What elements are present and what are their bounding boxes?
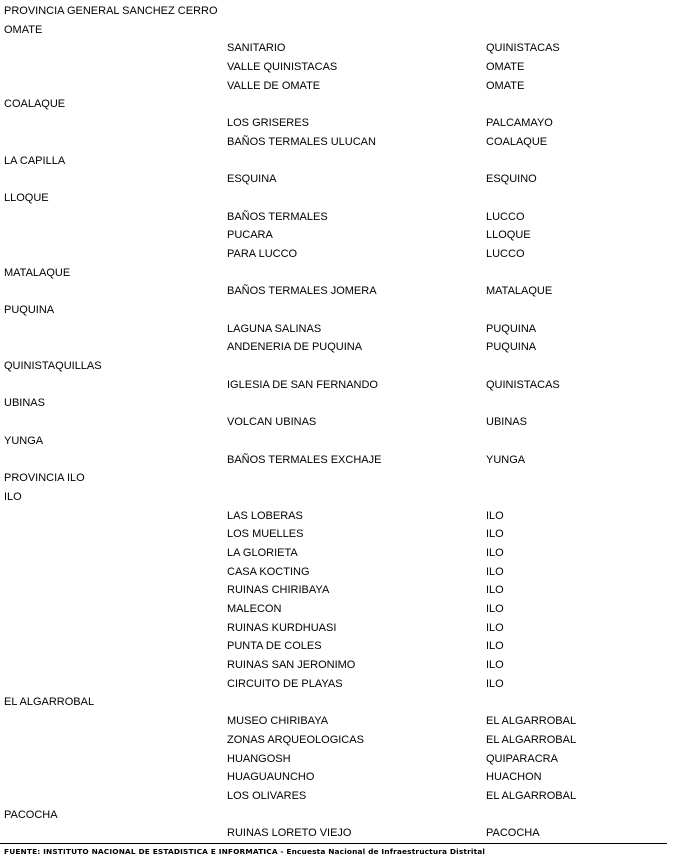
- site-row: [0, 656, 685, 675]
- site-row: [0, 451, 685, 470]
- site-name: PARA LUCCO: [227, 247, 298, 260]
- place-name: PUQUINA: [486, 322, 537, 335]
- place-name: YUNGA: [486, 453, 526, 466]
- place-name: QUINISTACAS: [486, 378, 560, 391]
- site-name: MALECON: [227, 603, 282, 615]
- group-name: QUINISTAQUILLAS: [4, 360, 102, 373]
- group-name: EL ALGARROBAL: [4, 696, 95, 709]
- site-name: RUINAS SAN JERONIMO: [227, 659, 356, 672]
- place-name: ILO: [486, 509, 504, 522]
- site-row: [0, 525, 685, 544]
- place-name: COALAQUE: [486, 135, 548, 148]
- site-row: [0, 226, 685, 245]
- site-row: [0, 731, 685, 750]
- site-name: HUAGUAUNCHO: [227, 771, 315, 784]
- site-name: RUINAS KURDHUASI: [227, 621, 337, 634]
- group-heading-row: [0, 432, 685, 451]
- site-row: [0, 114, 685, 133]
- group-name: YUNGA: [4, 434, 44, 447]
- site-row: [0, 208, 685, 227]
- site-name: PUNTA DE COLES: [227, 640, 322, 653]
- group-heading-row: [0, 806, 685, 825]
- site-row: [0, 619, 685, 638]
- site-name: LOS GRISERES: [227, 117, 309, 130]
- site-row: [0, 787, 685, 806]
- site-name: VOLCAN UBINAS: [227, 416, 317, 429]
- site-row: [0, 320, 685, 339]
- place-name: MATALAQUE: [486, 285, 553, 298]
- place-name: ILO: [486, 640, 504, 653]
- site-row: [0, 507, 685, 526]
- place-name: EL ALGARROBAL: [486, 715, 577, 728]
- group-name: PROVINCIA GENERAL SANCHEZ CERRO: [4, 5, 218, 17]
- place-name: OMATE: [486, 79, 525, 92]
- site-row: [0, 245, 685, 264]
- site-name: ESQUINA: [227, 173, 277, 186]
- group-name: LA CAPILLA: [4, 154, 66, 167]
- place-name: QUIPARACRA: [486, 752, 558, 765]
- listing-table: [0, 2, 685, 843]
- group-heading-row: [0, 488, 685, 507]
- group-name: COALAQUE: [4, 98, 66, 111]
- place-name: UBINAS: [486, 416, 527, 429]
- source-note: [4, 847, 485, 856]
- site-name: CIRCUITO DE PLAYAS: [227, 677, 343, 690]
- site-name: SANITARIO: [227, 42, 286, 55]
- place-name: PUQUINA: [486, 341, 537, 354]
- site-row: [0, 544, 685, 563]
- site-row: [0, 170, 685, 189]
- site-name: VALLE QUINISTACAS: [227, 61, 338, 74]
- group-heading-row: [0, 21, 685, 40]
- site-row: [0, 824, 685, 843]
- site-name: ANDENERIA DE PUQUINA: [227, 341, 363, 354]
- place-name: OMATE: [486, 61, 525, 74]
- group-name: LLOQUE: [4, 191, 49, 204]
- place-name: LUCCO: [486, 247, 525, 260]
- site-name: BAÑOS TERMALES ULUCAN: [227, 135, 376, 148]
- site-row: [0, 675, 685, 694]
- group-name: UBINAS: [4, 397, 45, 410]
- site-name: VALLE DE OMATE: [227, 79, 321, 92]
- site-row: [0, 338, 685, 357]
- group-name: PROVINCIA ILO: [4, 472, 85, 485]
- site-name: LOS OLIVARES: [227, 789, 307, 802]
- site-row: [0, 77, 685, 96]
- site-name: BAÑOS TERMALES: [227, 210, 328, 223]
- source-label: FUENTE: INSTITUTO NACIONAL DE ESTADISTICA E INFORMATICA: [4, 847, 278, 856]
- source-detail: Encuesta Nacional de Infraestructura Distrital: [286, 847, 486, 856]
- site-row: [0, 39, 685, 58]
- site-name: LOS MUELLES: [227, 528, 304, 541]
- group-heading-row: [0, 152, 685, 171]
- group-heading-row: [0, 301, 685, 320]
- site-name: RUINAS LORETO VIEJO: [227, 827, 352, 840]
- group-name: ILO: [4, 490, 22, 503]
- place-name: PACOCHA: [486, 827, 540, 840]
- group-heading-row: [0, 264, 685, 283]
- place-name: LLOQUE: [486, 229, 531, 242]
- site-row: [0, 712, 685, 731]
- place-name: ILO: [486, 659, 504, 672]
- group-heading-row: [0, 693, 685, 712]
- group-heading-row: [0, 394, 685, 413]
- place-name: QUINISTACAS: [486, 42, 560, 55]
- place-name: ILO: [486, 621, 504, 634]
- group-name: MATALAQUE: [4, 266, 71, 279]
- place-name: ILO: [486, 528, 504, 541]
- site-name: PUCARA: [227, 229, 273, 242]
- group-name: PACOCHA: [4, 808, 58, 821]
- place-name: HUACHON: [486, 771, 542, 784]
- place-name: EL ALGARROBAL: [486, 733, 577, 746]
- group-name: PUQUINA: [4, 304, 55, 316]
- site-row: [0, 768, 685, 787]
- site-row: [0, 413, 685, 432]
- site-row: [0, 133, 685, 152]
- place-name: PALCAMAYO: [486, 117, 553, 130]
- site-name: LAGUNA SALINAS: [227, 322, 322, 335]
- site-row: [0, 637, 685, 656]
- source-separator: -: [277, 847, 287, 856]
- site-row: [0, 282, 685, 301]
- site-row: [0, 58, 685, 77]
- site-name: RUINAS CHIRIBAYA: [227, 584, 330, 597]
- group-heading-row: [0, 95, 685, 114]
- group-heading-row: [0, 357, 685, 376]
- site-row: [0, 600, 685, 619]
- site-name: MUSEO CHIRIBAYA: [227, 715, 329, 728]
- place-name: ILO: [486, 584, 504, 597]
- site-name: HUANGOSH: [227, 752, 291, 765]
- site-row: [0, 581, 685, 600]
- site-name: BAÑOS TERMALES JOMERA: [227, 285, 377, 298]
- site-name: BAÑOS TERMALES EXCHAJE: [227, 453, 382, 466]
- group-heading-row: [0, 469, 685, 488]
- site-name: LA GLORIETA: [227, 546, 298, 559]
- footer-divider: [0, 843, 667, 844]
- site-name: LAS LOBERAS: [227, 509, 303, 522]
- place-name: ESQUINO: [486, 173, 537, 186]
- site-name: ZONAS ARQUEOLOGICAS: [227, 733, 364, 746]
- place-name: ILO: [486, 565, 504, 578]
- site-row: [0, 376, 685, 395]
- site-row: [0, 563, 685, 582]
- place-name: EL ALGARROBAL: [486, 789, 577, 802]
- place-name: LUCCO: [486, 210, 525, 223]
- place-name: ILO: [486, 546, 504, 559]
- place-name: ILO: [486, 677, 504, 690]
- group-name: OMATE: [4, 23, 43, 36]
- group-heading-row: [0, 189, 685, 208]
- site-name: IGLESIA DE SAN FERNANDO: [227, 378, 378, 391]
- site-name: CASA KOCTING: [227, 565, 310, 578]
- place-name: ILO: [486, 603, 504, 615]
- group-heading-row: [0, 2, 685, 21]
- site-row: [0, 750, 685, 769]
